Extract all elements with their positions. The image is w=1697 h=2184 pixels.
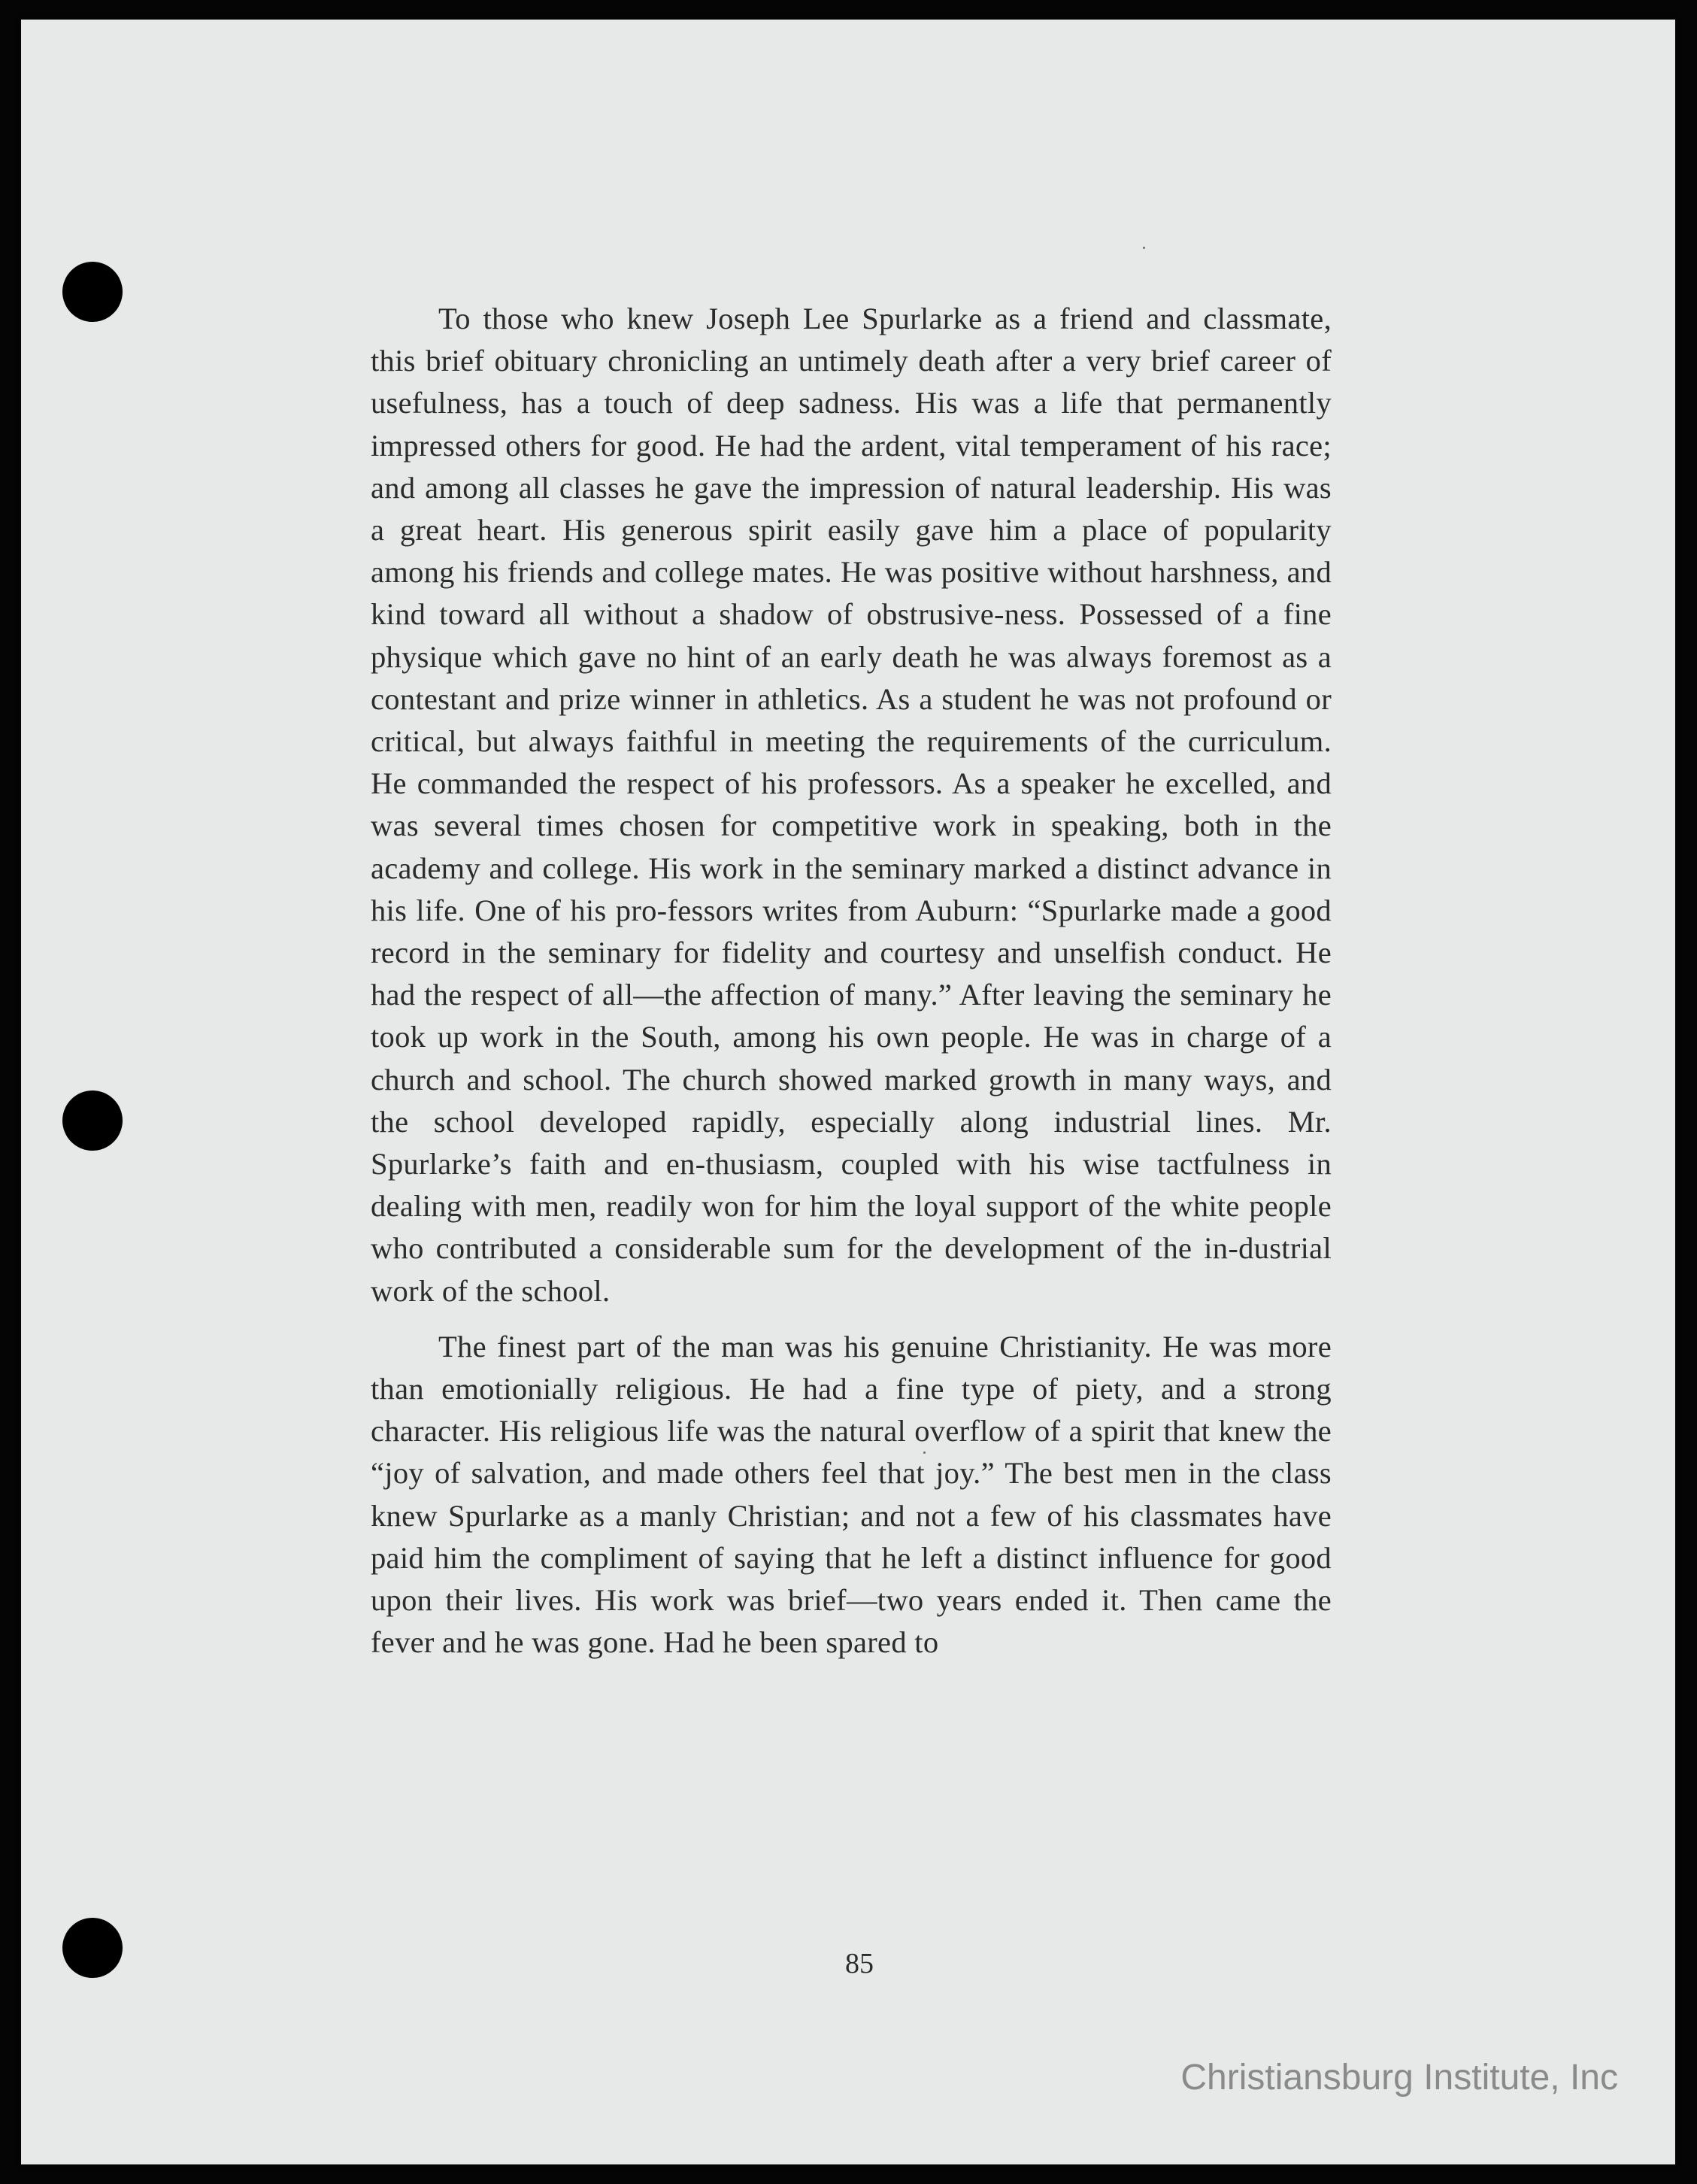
obituary-text — [371, 298, 1332, 1664]
paragraph-2: The finest part of the man was his genuine Christianity. He was more than emotionially religious. He had a fine type of piety, and a strong character. His religious life was the natural overflow of a spirit that knew the “joy of salvation, and made others feel that joy.” The best men in the class knew Spurlarke as a manly Christian; and not a few of his classmates have paid him the compliment of saying that he left a distinct influence for good upon their lives. His work was brief—two years ended it. Then came the fever and he was gone. Had he been spared to — [371, 1329, 1332, 1660]
punch-hole-bottom — [62, 1918, 123, 1978]
paragraph-1: To those who knew Joseph Lee Spurlarke as a friend and classmate, this brief obituary chronicling an untimely death after a very brief career of usefulness, has a touch of deep sadness. His was a life that permanently impressed others for good. He had the ardent, vital temperament of his race; and among all classes he gave the impression of natural leadership. His was a great heart. His generous spirit easily gave him a place of popularity among his friends and college mates. He was positive without harshness, and kind toward all without a shadow of obstrusive-ness. Possessed of a fine physique which gave no hint of an early death he was always foremost as a contestant and prize winner in athletics. As a student he was not profound or critical, but always faithful in meeting the requirements of the curriculum. He commanded the respect of his professors. As a speaker he excelled, and was several times chosen for competitive work in speaking, both in the academy and college. His work in the seminary marked a distinct advance in his life. One of his pro-fessors writes from Auburn: “Spurlarke made a good record in the seminary for fidelity and courtesy and unselfish conduct. He had the respect of all—the affection of many.” After leaving the seminary he took up work in the South, among his own people. He was in charge of a church and school. The church showed marked growth in many ways, and the school developed rapidly, especially along industrial lines. Mr. Spurlarke’s faith and en-thusiasm, coupled with his wise tactfulness in dealing with men, readily won for him the loyal support of the white people who contributed a considerable sum for the development of the in-dustrial work of the school. — [371, 302, 1332, 1308]
paper-speck — [1143, 247, 1145, 249]
watermark: Christiansburg Institute, Inc — [1180, 2058, 1618, 2098]
paper-page — [21, 20, 1675, 2164]
punch-hole-middle — [62, 1090, 123, 1151]
page-number: 85 — [845, 1948, 874, 1979]
punch-hole-top — [62, 262, 123, 322]
